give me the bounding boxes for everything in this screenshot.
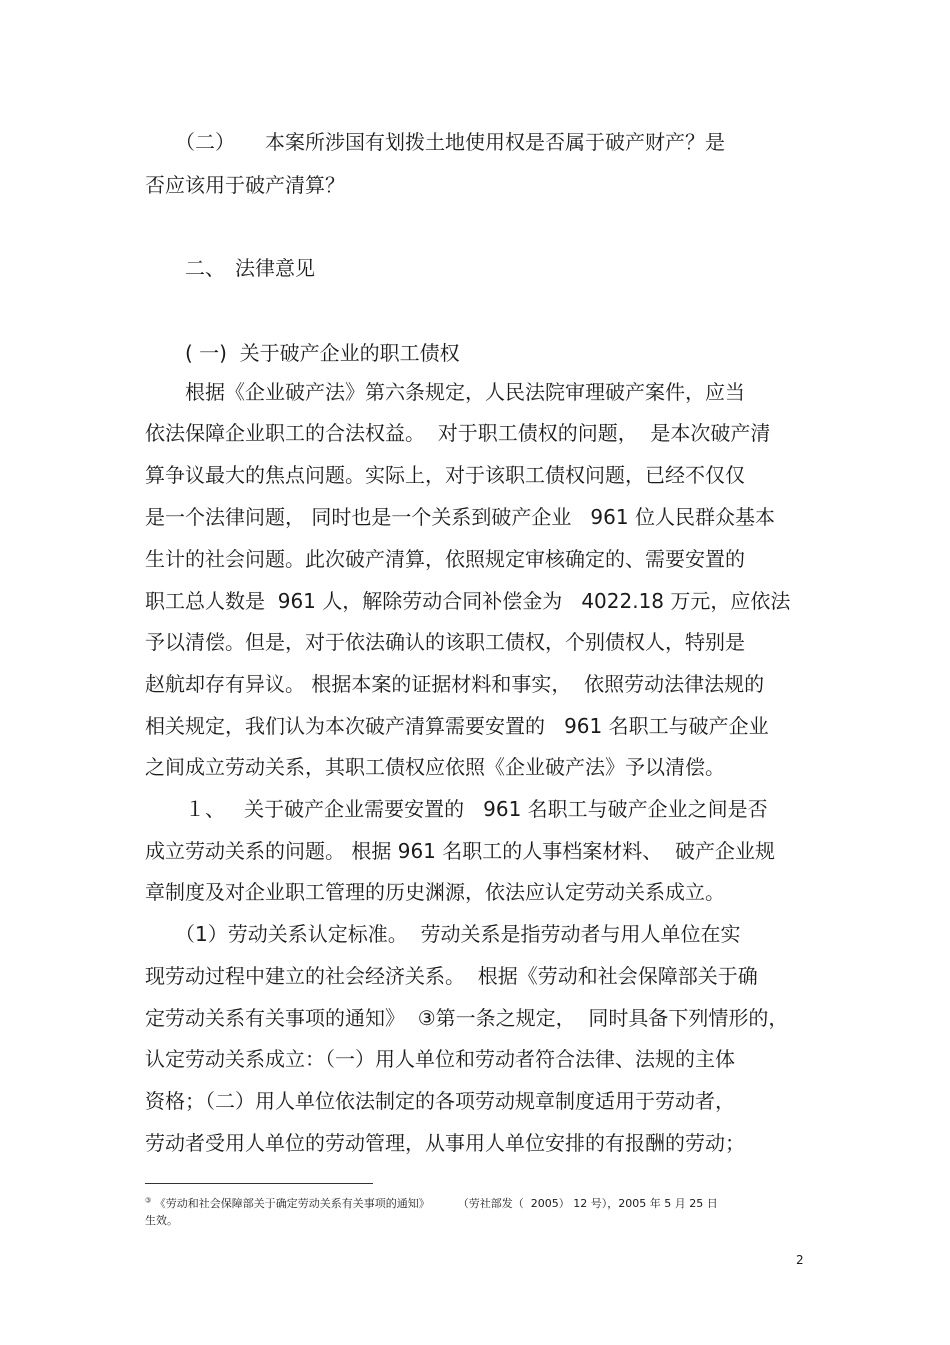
page-number: 2 bbox=[796, 1253, 804, 1267]
subsection-heading: ( 一) 关于破产企业的职工债权 bbox=[145, 341, 460, 365]
footnote-line-1 bbox=[145, 1196, 718, 1212]
body-line-6: 依法保障企业职工的合法权益。 对于职工债权的问题， 是本次破产清 bbox=[145, 421, 771, 445]
body-line-15: １、 关于破产企业需要安置的 961 名职工与破产企业之间是否 bbox=[145, 797, 768, 821]
body-line-18: （1）劳动关系认定标准。 劳动关系是指劳动者与用人单位在实 bbox=[145, 922, 741, 946]
footnote-divider bbox=[145, 1183, 373, 1184]
section-heading: 二、 法律意见 bbox=[145, 256, 315, 280]
body-line-17: 章制度及对企业职工管理的历史渊源，依法应认定劳动关系成立。 bbox=[145, 880, 725, 904]
body-line-12: 赵航却存有异议。 根据本案的证据材料和事实， 依照劳动法律法规的 bbox=[145, 672, 765, 696]
body-line-13: 相关规定，我们认为本次破产清算需要安置的 961 名职工与破产企业 bbox=[145, 714, 769, 738]
body-line-5: 根据《企业破产法》第六条规定，人民法院审理破产案件，应当 bbox=[145, 380, 745, 404]
body-line-1: （二） 本案所涉国有划拨土地使用权是否属于破产财产？是 bbox=[145, 130, 725, 154]
footnote-line-2: 生效。 bbox=[145, 1214, 178, 1227]
body-line-9: 生计的社会问题。此次破产清算，依照规定审核确定的、需要安置的 bbox=[145, 547, 745, 571]
body-line-22: 资格；（二）用人单位依法制定的各项劳动规章制度适用于劳动者， bbox=[145, 1089, 735, 1113]
footnote-text: 《劳动和社会保障部关于确定劳动关系有关事项的通知》 （劳社部发（ 2005） 12 号），2005 年 5 月 25 日 bbox=[154, 1197, 718, 1210]
body-line-11: 予以清偿。但是，对于依法确认的该职工债权，个别债权人，特别是 bbox=[145, 630, 745, 654]
body-line-8: 是一个法律问题， 同时也是一个关系到破产企业 961 位人民群众基本 bbox=[145, 505, 775, 529]
body-line-20: 定劳动关系有关事项的通知》 ③第一条之规定， 同时具备下列情形的， bbox=[145, 1006, 789, 1030]
body-line-19: 现劳动过程中建立的社会经济关系。 根据《劳动和社会保障部关于确 bbox=[145, 964, 758, 988]
body-line-23: 劳动者受用人单位的劳动管理，从事用人单位安排的有报酬的劳动； bbox=[145, 1131, 745, 1155]
body-line-2: 否应该用于破产清算？ bbox=[145, 173, 345, 197]
footnote-marker: ③ bbox=[145, 1196, 152, 1205]
body-line-14: 之间成立劳动关系，其职工债权应依照《企业破产法》予以清偿。 bbox=[145, 755, 725, 779]
body-line-16: 成立劳动关系的问题。 根据 961 名职工的人事档案材料、 破产企业规 bbox=[145, 839, 775, 863]
body-line-10: 职工总人数是 961 人，解除劳动合同补偿金为 4022.18 万元，应依法 bbox=[145, 589, 791, 613]
body-line-21: 认定劳动关系成立：（一）用人单位和劳动者符合法律、法规的主体 bbox=[145, 1047, 735, 1071]
body-line-7: 算争议最大的焦点问题。实际上，对于该职工债权问题，已经不仅仅 bbox=[145, 463, 745, 487]
